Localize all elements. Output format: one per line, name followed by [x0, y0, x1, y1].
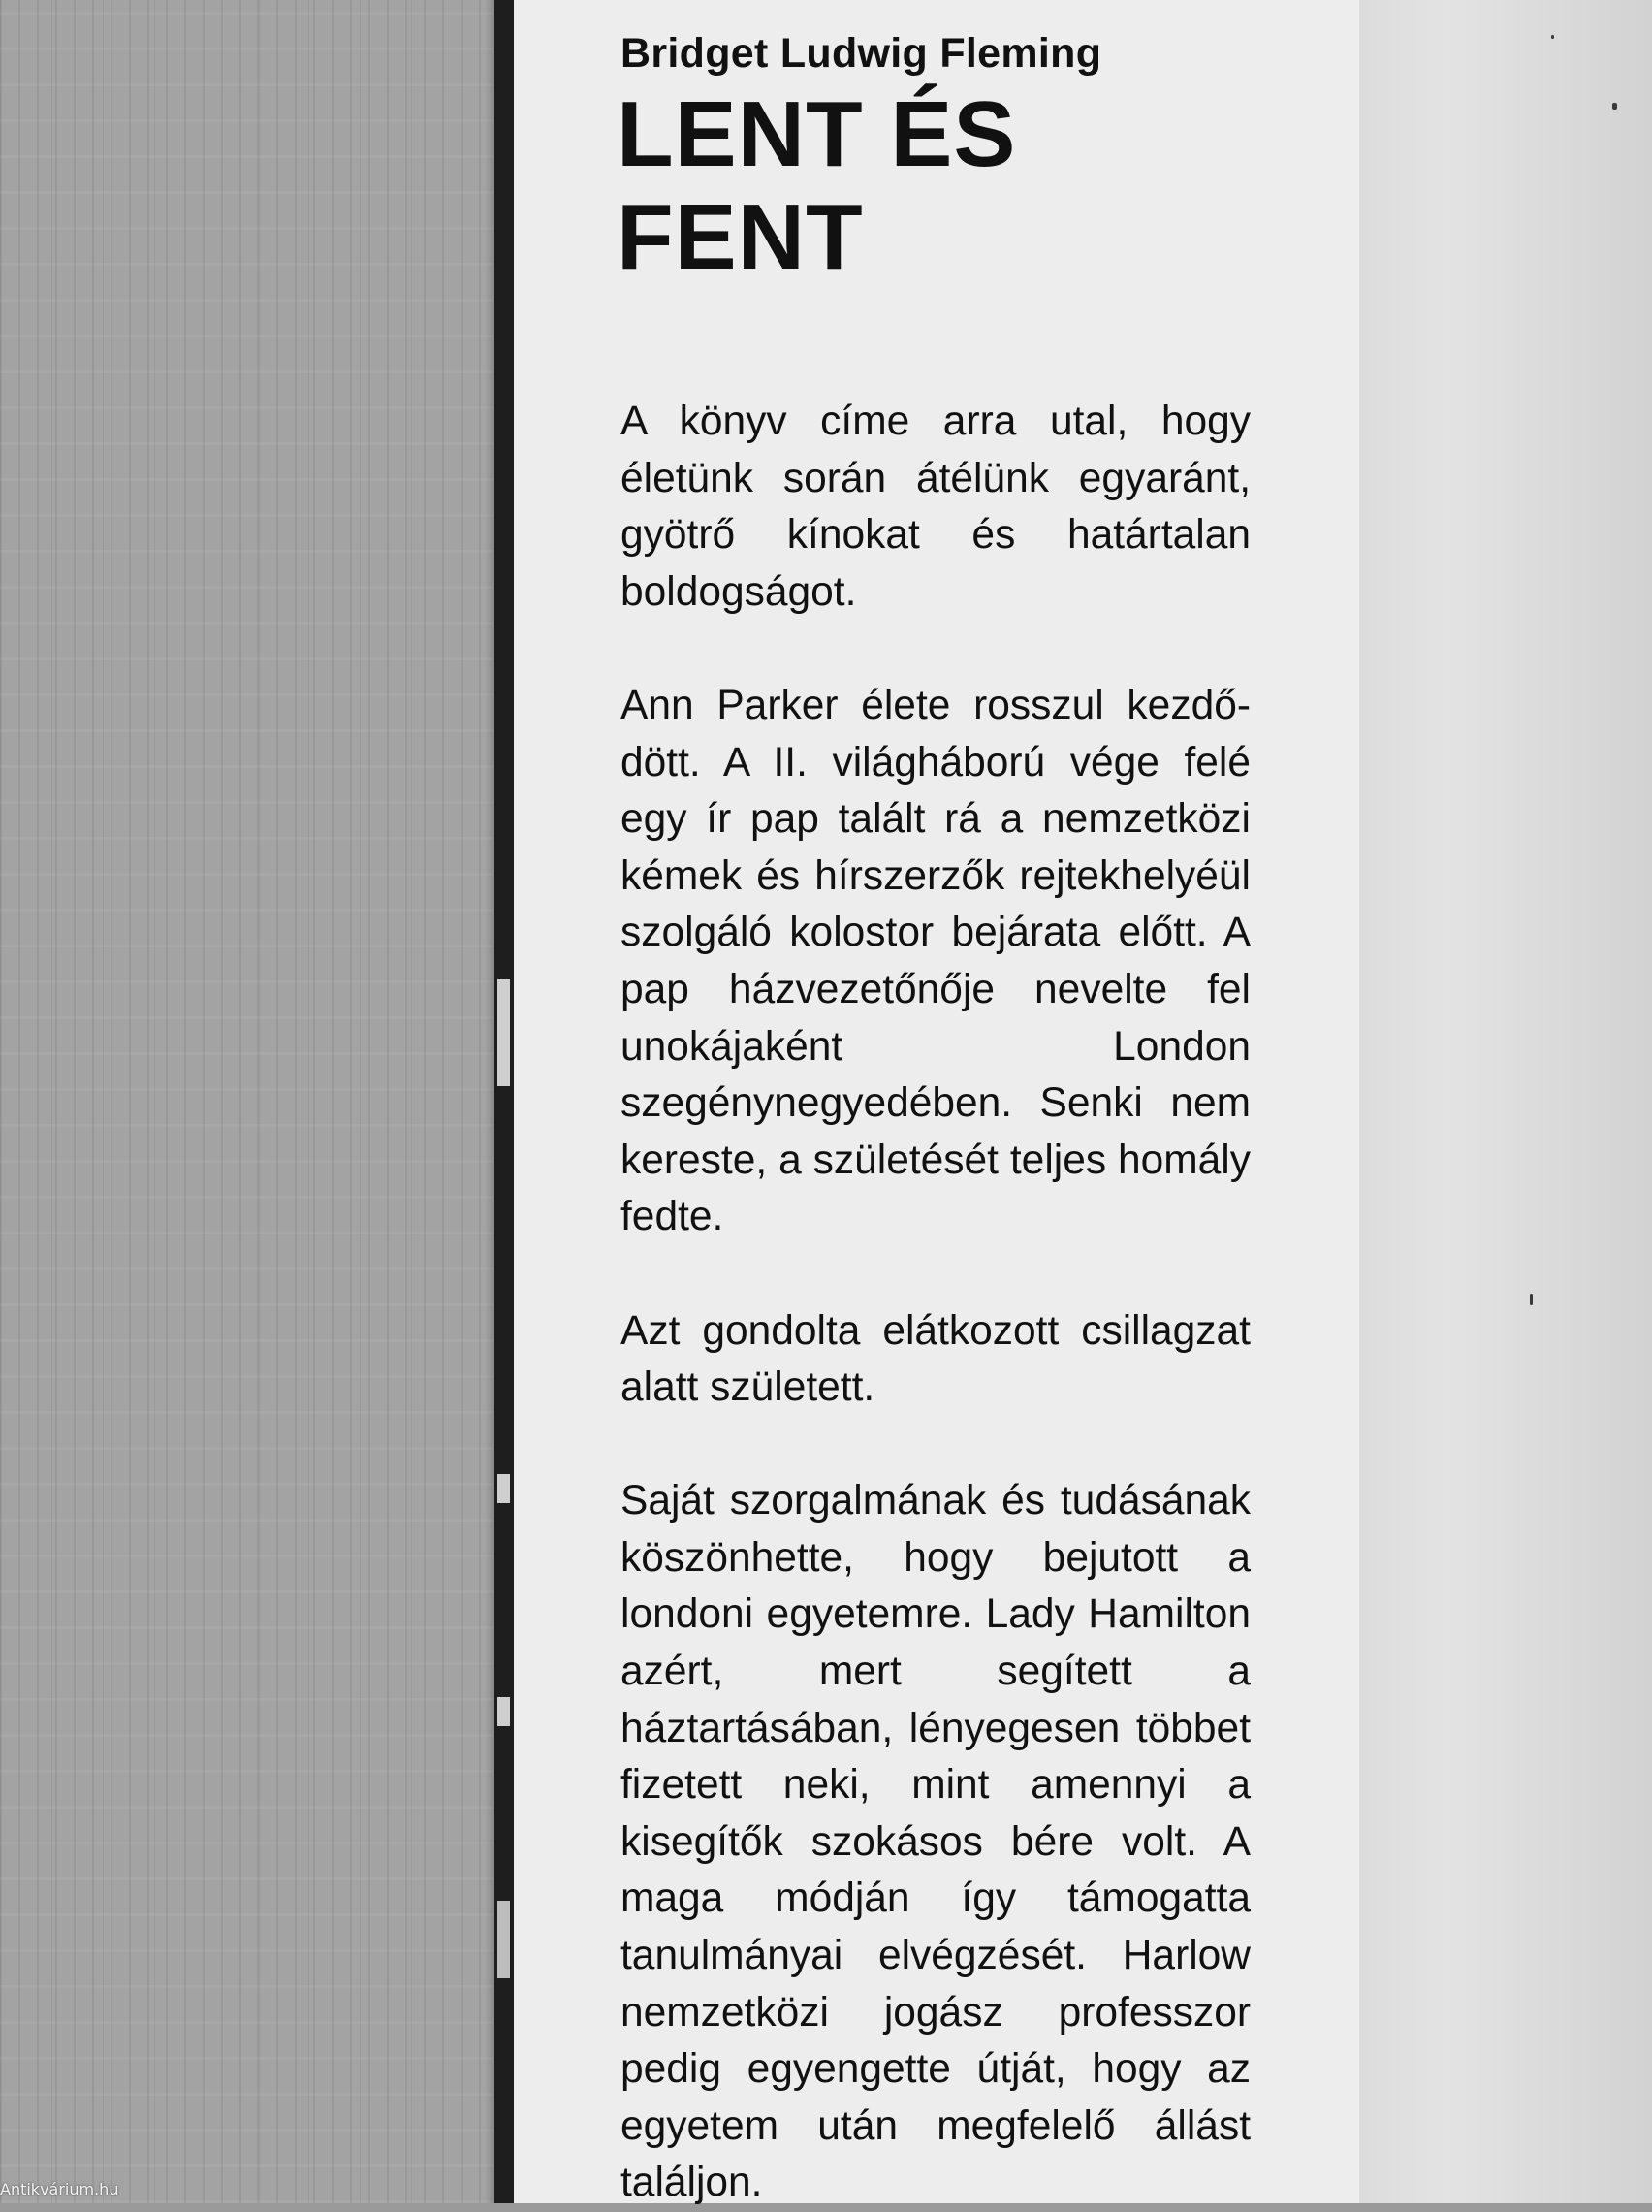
author-name: Bridget Ludwig Fleming: [620, 30, 1102, 77]
spine-highlight: [497, 1474, 510, 1503]
dust-speck: [1551, 35, 1554, 39]
blurb: [620, 394, 1251, 2212]
blurb-paragraph: Ann Parker élete rosszul kezdődött. A II. világháború vége felé egy ír pap talált rá a nemzetközi kémek és hírszerzők rejtekhelyéül szolgáló kolostor bejárata előtt. A pap házvezetőnője nevelte fel unokájaként London szegénynegyedében. Senki nem kereste, a születését teljes homály fedte.: [620, 682, 1251, 1240]
book-title: LENT ÉS FENT: [617, 82, 1017, 289]
dust-speck: [1530, 1294, 1533, 1305]
textured-board: [0, 0, 494, 2203]
spine-highlight: [497, 1697, 510, 1726]
cover-text: [617, 27, 1251, 2212]
dust-speck: [1612, 103, 1617, 110]
blurb-paragraph: Azt gondolta elátkozott csillagzat alatt született.: [620, 1307, 1251, 1411]
cover-edge: [1359, 0, 1652, 2203]
blurb-paragraph: A könyv címe arra utal, hogy életünk során átélünk egyaránt, gyötrő kínokat és határtalan boldogságot.: [620, 399, 1251, 615]
watermark: Antikvárium.hu: [0, 2180, 119, 2198]
book-spine: [494, 0, 514, 2203]
blurb-paragraph: Saját szorgalmának és tudásának köszönhette, hogy bejutott a londoni egyetemre. Lady Hamilton azért, mert segített a háztartásában, lényegesen többet fizetett neki, mint amennyi a kisegítők szokásos bére volt. A maga módján így támogatta tanulmányai elvégzését. Harlow nemzetközi jogász professzor pedig egyengette útját, hogy az egyetem után megfelelő állást találjon.: [620, 1478, 1251, 2206]
spine-highlight: [497, 979, 510, 1086]
spine-highlight: [497, 1901, 510, 1978]
